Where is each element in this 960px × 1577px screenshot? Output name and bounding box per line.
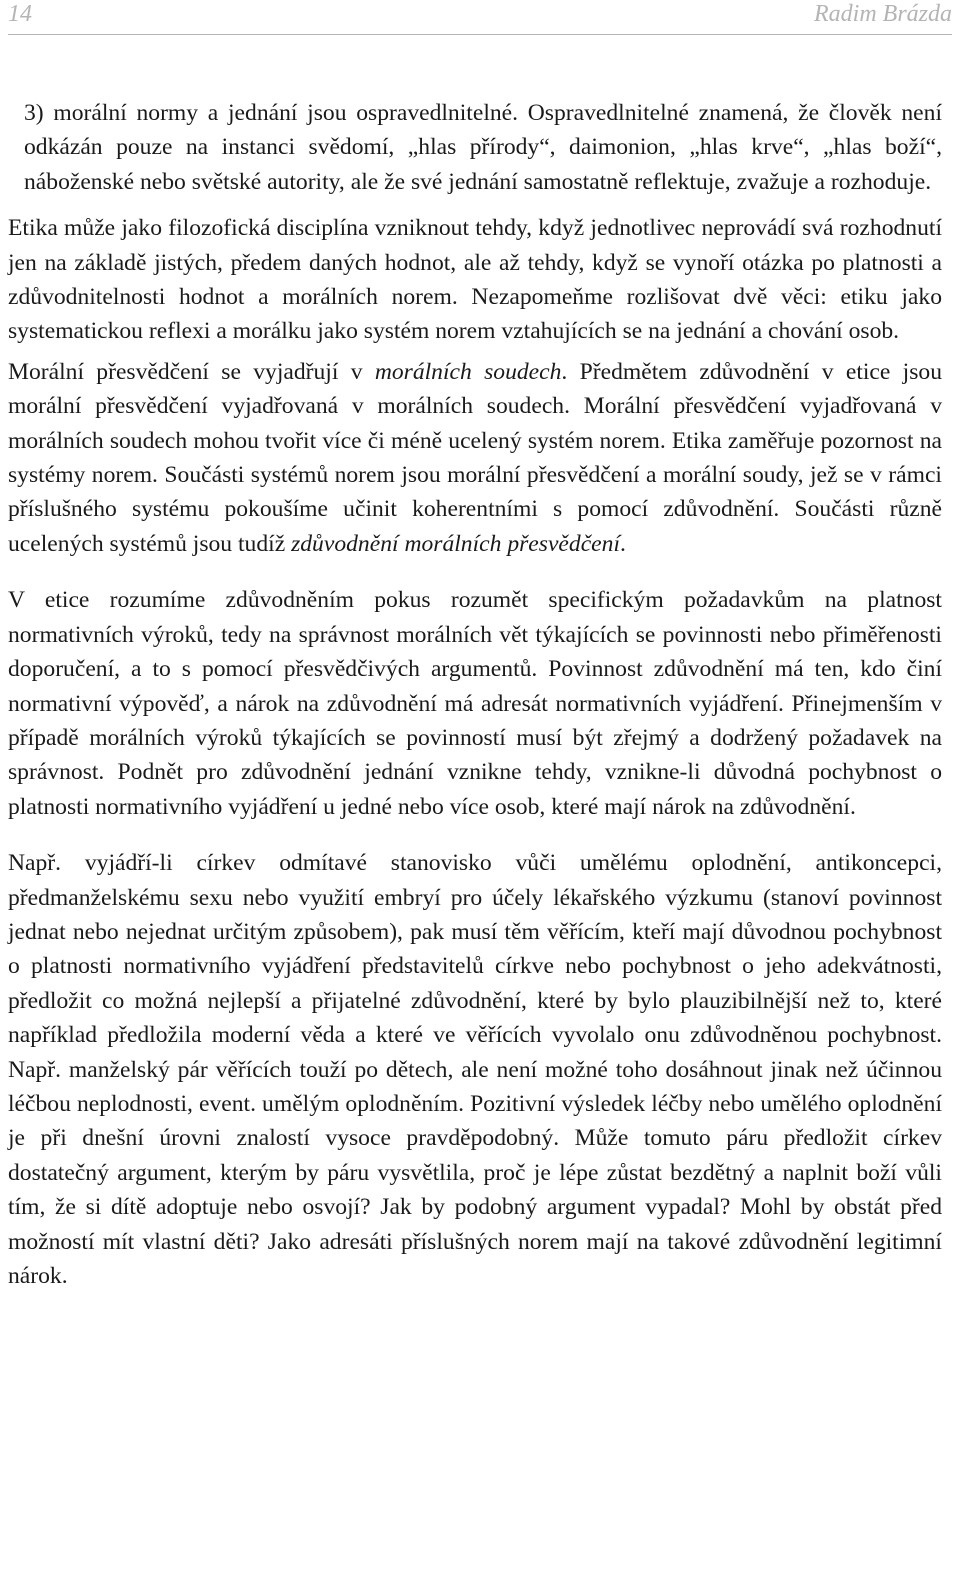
paragraph-text: Morální přesvědčení se vyjadřují v: [8, 358, 375, 385]
paragraph-justification: V etice rozumíme zdůvodněním pokus rozumět specifickým požadavkům na platnost normativních výroků, tedy na správnost morálních vět týkajících se povinnosti nebo přiměřenosti doporučení, a to s pomocí přesvědčivých argumentů. Povinnost zdůvodnění má ten, kdo činí normativní výpověď, a nárok na zdůvodnění má adresát normativních vyjádření. Přinejmenším v případě morálních výroků týkajících se povinností musí být zřejmý a dodržený požadavek na správnost. Podnět pro zdůvodnění jednání vznikne tehdy, vznikne-li důvodná pochybnost o platnosti normativního vyjádření u jedné nebo více osob, které mají nárok na zdůvodnění.: [8, 587, 942, 820]
emphasis-justification: zdůvodnění morálních přesvědčení: [291, 530, 620, 557]
running-author: Radim Brázda: [814, 1, 952, 27]
paragraph-moral-judgements: [8, 355, 942, 561]
header-rule: [8, 34, 952, 35]
paragraph-ethics-origin: Etika může jako filozofická disciplína vzniknout tehdy, když jednotlivec neprovádí svá rozhodnutí jen na základě jistých, předem daných hodnot, ale až tehdy, když se vynoří otázka po platnosti a zdůvodnitelnosti hodnot a morálních norem. Nezapomeňme rozlišovat dvě věci: etiku jako systematickou reflexi a morálku jako systém norem vztahujících se na jednání a chování osob.: [8, 215, 942, 345]
emphasis-moral-judgements: morálních soudech: [374, 358, 562, 385]
running-header: [8, 0, 952, 30]
paragraph-text: .: [620, 530, 626, 557]
body-text: [8, 96, 942, 1293]
page-number: 14: [8, 1, 32, 27]
paragraph-text: . Předmětem zdůvodnění v etice jsou morální přesvědčení vyjadřovaná v morálních soudech. Morální přesvědčení vyjadřovaná v morálních soudech mohou tvořit více či méně ucelený systém norem. Etika zaměřuje pozornost na systémy norem. Součásti systémů norem jsou morální přesvědčení a morální soudy, jež se v rámci příslušného systému pokoušíme učinit koherentními s pomocí zdůvodnění. Součásti různě ucelených systémů jsou tudíž: [8, 358, 942, 557]
paragraph-list-item-3: 3) morální normy a jednání jsou ospravedlnitelné. Ospravedlnitelné znamená, že člověk není odkázán pouze na instanci svědomí, „hlas přírody“, daimonion, „hlas krve“, „hlas boží“, náboženské nebo světské autority, ale že své jednání samostatně reflektuje, zvažuje a rozhoduje.: [24, 100, 942, 195]
paragraph-church-example: Např. vyjádří-li církev odmítavé stanovisko vůči umělému oplodnění, antikoncepci, předmanželskému sexu nebo využití embryí pro účely lékařského výzkumu (stanoví povinnost jednat nebo nejednat určitým způsobem), pak musí těm věřícím, kteří mají důvodnou pochybnost o platnosti normativního vyjádření představitelů církve nebo pochybnost o jeho adekvátnosti, předložit co možná nejlepší a přijatelné zdůvodnění, které by bylo plauzibilnější než to, které například předložila moderní věda a které ve věřících vyvolalo onu zdůvodněnou pochybnost. Např. manželský pár věřících touží po dětech, ale není možné toho dosáhnout jinak než účinnou léčbou neplodnosti, event. umělým oplodněním. Pozitivní výsledek léčby nebo umělého oplodnění je při dnešní úrovni znalostí vysoce pravděpodobný. Může tomuto páru předložit církev dostatečný argument, kterým by páru vysvětlila, proč je lépe zůstat bezdětný a naplnit boží vůli tím, že si dítě adoptuje nebo osvojí? Jak by podobný argument vypadal? Mohl by obstát před možností mít vlastní děti? Jako adresáti příslušných norem mají na takové zdůvodnění legitimní nárok.: [8, 850, 942, 1289]
